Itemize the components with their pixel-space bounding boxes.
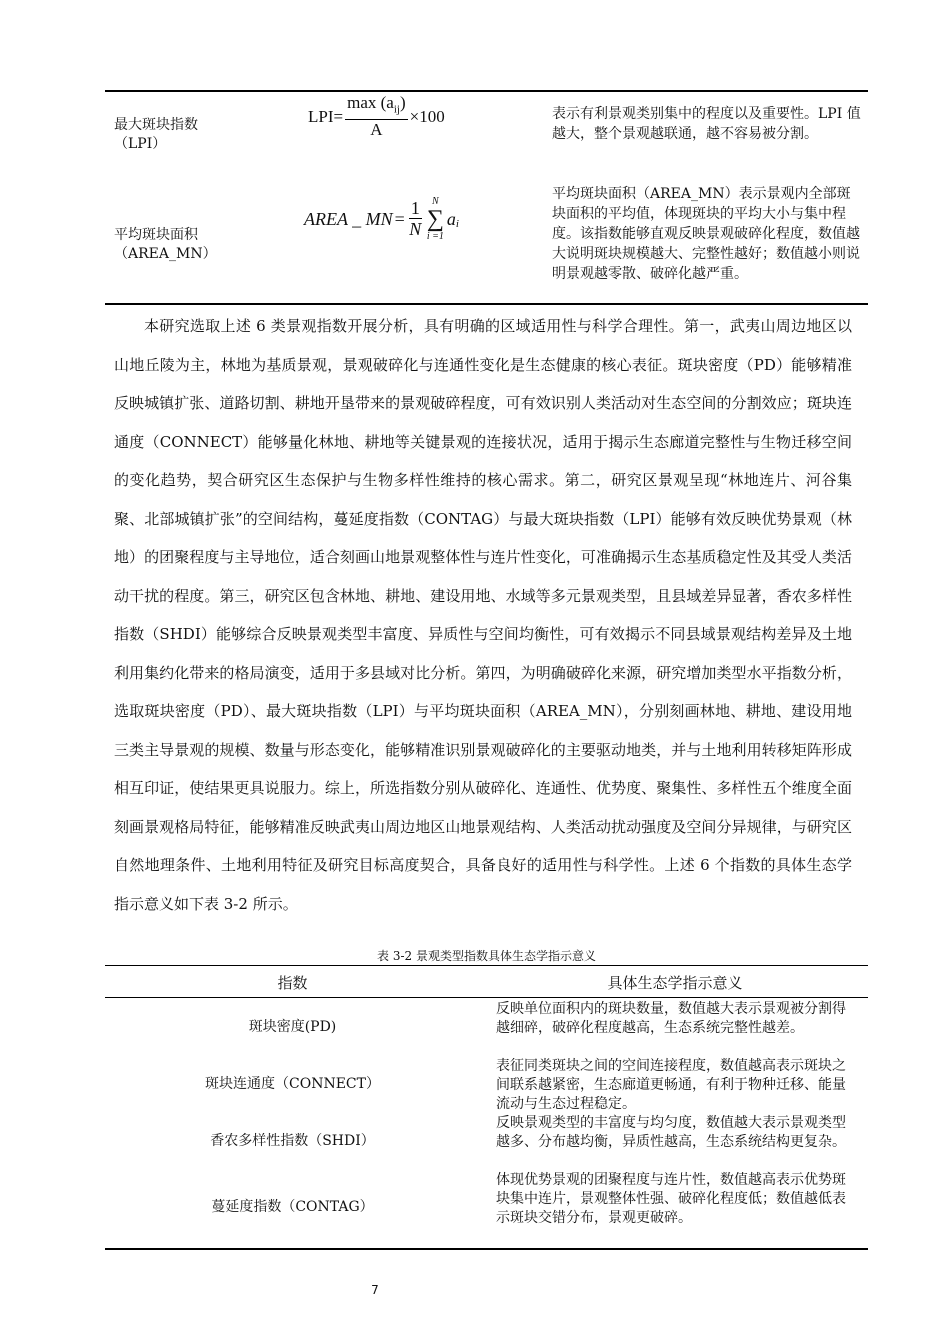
area-mn-name-cell — [114, 226, 217, 264]
page-number: 7 — [371, 1283, 379, 1297]
area-mn-sum-top: N — [432, 196, 439, 207]
table2-header-meaning: 具体生态学指示意义 — [607, 974, 743, 992]
table-row-contag-desc: 体现优势景观的团聚程度与连片性，数值越高表示优势斑块集中连片，景观整体性强、破碎化程度低；数值越低表示斑块交错分布，景观更破碎。 — [496, 1172, 846, 1226]
table-row-shdi-name: 香农多样性指数（SHDI） — [210, 1133, 375, 1149]
table-row-pd-desc: 反映单位面积内的斑块数量，数值越大表示景观被分割得越细碎，破碎化程度越高，生态系统完整性越差。 — [496, 1001, 846, 1036]
area-mn-formula-fraction: $\frac{1}{N}$ — [409, 198, 422, 239]
area-mn-abbr: （AREA_MN） — [114, 246, 217, 262]
lpi-name: 最大斑块指数 — [114, 117, 198, 133]
lpi-formula-a: a — [386, 93, 394, 112]
lpi-desc: 表示有利景观类别集中的程度以及重要性。LPI 值越大，整个景观越联通，越不容易被分割。 — [552, 106, 861, 142]
lpi-formula-den: A — [370, 120, 383, 140]
area-mn-term: a — [446, 208, 456, 229]
table2-rule-top — [105, 965, 868, 966]
top-table-rule-top — [105, 90, 868, 92]
area-mn-formula-lhs: AREA _ MN — [304, 208, 393, 229]
lpi-formula: LPI = $\frac{\max (a_{ij})}{A}$ ×100 — [308, 93, 445, 140]
table-row-pd-name: 斑块密度(PD) — [248, 1019, 337, 1035]
table2-header-index: 指数 — [277, 974, 308, 992]
area-mn-desc: 平均斑块面积（AREA_MN）表示景观内全部斑块面积的平均值，体现斑块的平均大小与集中程度。该指数能够直观反映景观破碎化程度，数值越大说明斑块规模越大、完整性越好；数值越小则说明景观越零散、破碎化越严重。 — [552, 186, 860, 282]
lpi-formula-lhs: LPI — [308, 106, 334, 126]
table2-caption: 表 3-2 景观类型指数具体生态学指示意义 — [377, 949, 596, 963]
area-mn-term-sub: i — [455, 218, 459, 230]
area-mn-sum-bottom: i =1 — [426, 231, 444, 242]
table-row-connect-name: 斑块连通度（CONNECT） — [205, 1076, 380, 1092]
area-mn-name: 平均斑块面积 — [114, 227, 198, 243]
lpi-formula-sub: ij — [393, 103, 400, 116]
top-table-rule-bottom — [105, 303, 868, 305]
lpi-name-cell — [114, 116, 198, 154]
area-mn-sum — [427, 196, 444, 242]
table-row-connect-desc: 表征同类斑块之间的空间连接程度，数值越高表示斑块之间联系越紧密，生态廊道更畅通，有利于物种迁移、能量流动与生态过程稳定。 — [496, 1058, 846, 1112]
lpi-formula-fraction: $\frac{\max (a_{ij})}{A}$ — [347, 93, 406, 140]
area-mn-formula: AREA _ MN = $\frac{1}{N}$ N ∑ i =1 a $_i$ — [304, 196, 459, 242]
lpi-formula-times: ×100 — [409, 106, 445, 126]
body-paragraph: 本研究选取上述 6 类景观指数开展分析，具有明确的区域适用性与科学合理性。第一，武夷山周边地区以山地丘陵为主，林地为基质景观，景观破碎化与连通性变化是生态健康的核心表征。斑块密度（PD）能够精准反映城镇扩张、道路切割、耕地开垦带来的景观破碎程度，可有效识别人类活动对生态空间的分割效应；斑块连通度（CONNECT）能够量化林地、耕地等关键景观的连接状况，适用于揭示生态廊道完整性与生物迁移空间的变化趋势，契合研究区生态保护与生物多样性维持的核心需求。第二，研究区景观呈现“林地连片、河谷集聚、北部城镇扩张”的空间结构，蔓延度指数（CONTAG）与最大斑块指数（LPI）能够有效反映优势景观（林地）的团聚程度与主导地位，适合刻画山地景观整体性与连片性变化，可准确揭示生态基质稳定性及其受人类活动干扰的程度。第三，研究区包含林地、耕地、建设用地、水域等多元景观类型，且县域差异显著，香农多样性指数（SHDI）能够综合反映景观类型丰富度、异质性与空间均衡性，可有效揭示不同县域景观结构差异及土地利用集约化带来的格局演变，适用于多县域对比分析。第四，为明确破碎化来源，研究增加类型水平指数分析，选取斑块密度（PD）、最大斑块指数（LPI）与平均斑块面积（AREA_MN），分别刻画林地、耕地、建设用地三类主导景观的规模、数量与形态变化，能够精准识别景观破碎化的主要驱动地类，并与土地利用转移矩阵形成相互印证，使结果更具说服力。综上，所选指数分别从破碎化、连通性、优势度、聚集性、多样性五个维度全面刻画景观格局特征，能够精准反映武夷山周边地区山地景观结构、人类活动扰动强度及空间分异规律，与研究区自然地理条件、土地利用特征及研究目标高度契合，具备良好的适用性与科学性。上述 6 个指数的具体生态学指示意义如下表 3-2 所示。 — [114, 317, 852, 913]
table-row-contag-name: 蔓延度指数（CONTAG） — [211, 1199, 374, 1215]
table2-rule-header — [105, 997, 868, 998]
sum-icon: ∑ — [426, 206, 444, 232]
lpi-formula-max: max — [347, 93, 377, 112]
table2-rule-bottom — [105, 1248, 868, 1250]
table-row-shdi-desc: 反映景观类型的丰富度与均匀度，数值越大表示景观类型越多、分布越均衡，异质性越高，生态系统结构更复杂。 — [496, 1115, 846, 1150]
lpi-abbr: （LPI） — [114, 136, 167, 152]
